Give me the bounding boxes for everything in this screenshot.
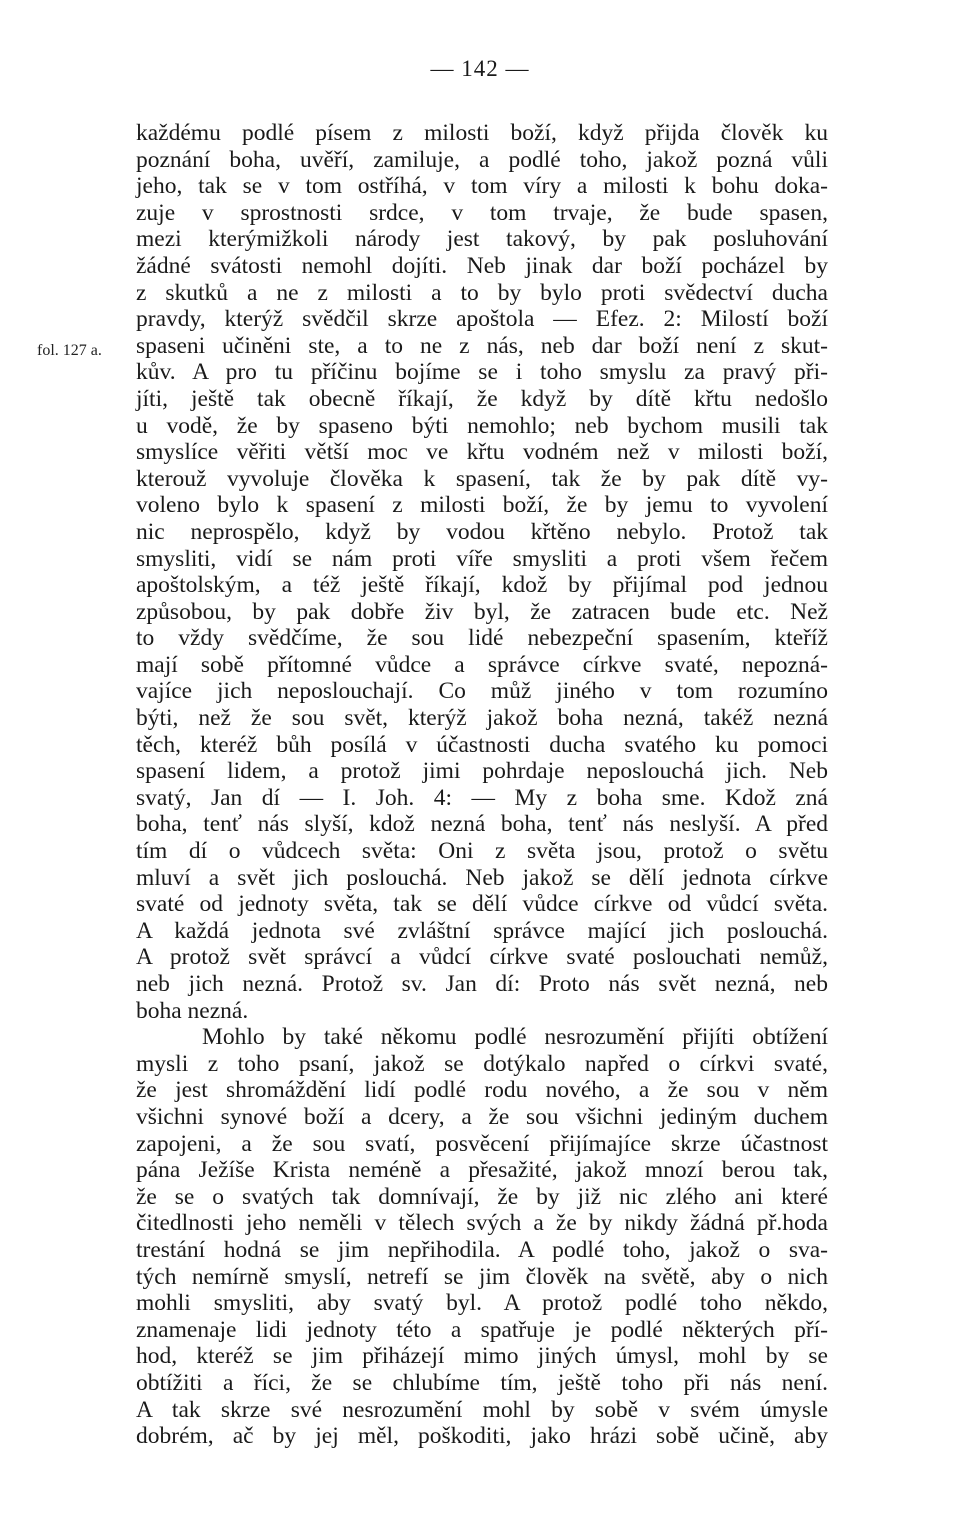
text-line: vajíce jich neposlouchají. Co můž jiného v tom rozumíno [136,678,828,705]
text-line: spaseni učiněni ste, a to ne z nás, neb dar boží není z skut- [136,332,828,359]
text-line: voleno bylo k spasení z milosti boží, že by jemu to vyvolení [136,492,828,519]
text-line: hod, kteréž se jim přiházejí mimo jiných úmysl, mohl by se [136,1343,828,1370]
text-line: neb jich nezná. Protož sv. Jan dí: Proto nás svět nezná, neb [136,971,828,997]
text-line: pravdy, kterýž svědčil skrze apoštola — Efez. 2: Milostí boží [136,306,828,333]
text-line: jeho, tak se v tom ostříhá, v tom víry a milosti k bohu doka- [136,173,828,200]
text-line: tím dí o vůdcech světa: Oni z světa jsou, protož o světu [136,838,828,865]
text-line: znamenaje lidi jednoty této a spatřuje je podlé některých pří- [136,1316,828,1343]
body-text [136,120,828,1450]
text-line: smyslíce věřiti větší moc ve křtu vodném než v milosti boží, [136,439,828,466]
text-line: tých nemírně smyslí, netrefí se jim člověk na světě, aby o nich [136,1263,828,1290]
text-line: mluví a svět jich poslouchá. Neb jakož se dělí jednota církve [136,864,828,891]
text-line: Mohlo by také někomu podlé nesrozumění přijíti obtížení [202,1024,828,1051]
text-line: spasení lidem, a protož jimi pohrdaje neposlouchá jich. Neb [136,758,828,785]
text-line: těch, kteréž bůh posílá v účastnosti ducha svatého ku pomoci [136,731,828,758]
margin-note: fol. 127 a. [37,342,102,359]
text-line: smysliti, vidí se nám proti víře smysliti a proti všem řečem [136,545,828,572]
text-line: apoštolským, a též ještě říkají, kdož by přijímal pod jednou [136,572,828,599]
text-line: všichni synové boží a dcery, a že sou všichni jediným duchem [136,1103,828,1130]
text-line: z skutků a ne z milosti a to by bylo proti svědectví ducha [136,279,828,306]
text-line: svaté od jednoty světa, tak se dělí vůdce církve od vůdcí světa. [136,891,828,918]
text-line: dobrém, ač by jej měl, poškoditi, jako hrázi sobě učině, aby [136,1423,828,1450]
text-line: kův. A pro tu příčinu bojíme se i toho smyslu za pravý při- [136,359,828,386]
text-line: že jest shromáždění lidí podlé rodu nového, a že sou v něm [136,1077,828,1104]
text-line: býti, než že sou svět, kterýž jakož boha nezná, takéž nezná [136,705,828,732]
text-line: trestání hodná se jim nepřihodila. A podlé toho, jakož o sva- [136,1236,828,1263]
text-line: mezi kterýmižkoli národy jest takový, by pak posluhování [136,226,828,253]
text-line: zuje v sprostnosti srdce, v tom trvaje, že bude spasen, [136,199,828,226]
text-line: A protož svět správcí a vůdcí církve svaté poslouchati nemůž, [136,944,828,971]
text-line: kterouž vyvoluje člověka k spasení, tak že by pak dítě vy- [136,465,828,492]
text-line: žádné svátosti nemohl dojíti. Neb jinak dar boží pocházel by [136,252,828,279]
text-line: mysli z toho psaní, jakož se dotýkalo napřed o církvi svaté, [136,1050,828,1077]
text-line: zapojeni, a že sou svatí, posvěcení přijímajíce skrze účastnost [136,1130,828,1157]
text-line: pána Ježíše Krista neméně a přesažité, jakož mnozí berou tak, [136,1157,828,1184]
text-line: to vždy svědčíme, že sou lidé nebezpeční spasením, kteříž [136,625,828,652]
text-line: čitedlnosti jeho neměli v tělech svých a že by nikdy žádná př.hoda [136,1210,828,1237]
text-line: obtížiti a říci, že se chlubíme tím, ještě toho při nás není. [136,1369,828,1396]
page-number: — 142 — [430,56,530,81]
text-line: boha nezná. [136,997,249,1024]
text-line: způsobou, by pak dobře živ byl, že zatracen bude etc. Než [136,598,828,625]
text-line: A tak skrze své nesrozumění mohl by sobě v svém úmysle [136,1396,828,1423]
text-line: nic neprospělo, když by vodou křtěno nebylo. Protož tak [136,518,828,545]
text-line: mohli smysliti, aby svatý byl. A protož podlé toho někdo, [136,1290,828,1317]
text-line: jíti, ještě tak obecně říkají, že když by dítě křtu nedošlo [136,385,828,412]
text-line: svatý, Jan dí — I. Joh. 4: — My z boha sme. Kdož zná [136,784,828,811]
text-line: u vodě, že by spaseno býti nemohlo; neb bychom musili tak [136,412,828,439]
text-line: A každá jednota své zvláštní správce mající jich poslouchá. [136,917,828,944]
text-line: poznání boha, uvěří, zamiluje, a podlé toho, jakož pozná vůli [136,146,828,173]
text-line: boha, tenť nás slyší, kdož nezná boha, tenť nás neslyší. A před [136,811,828,838]
text-line: mají sobě přítomné vůdce a správce církve svaté, nepozná- [136,651,828,678]
text-line: že se o svatých tak domnívají, že by již nic zlého ani které [136,1183,828,1210]
text-line: každému podlé písem z milosti boží, když přijda člověk ku [136,120,828,146]
